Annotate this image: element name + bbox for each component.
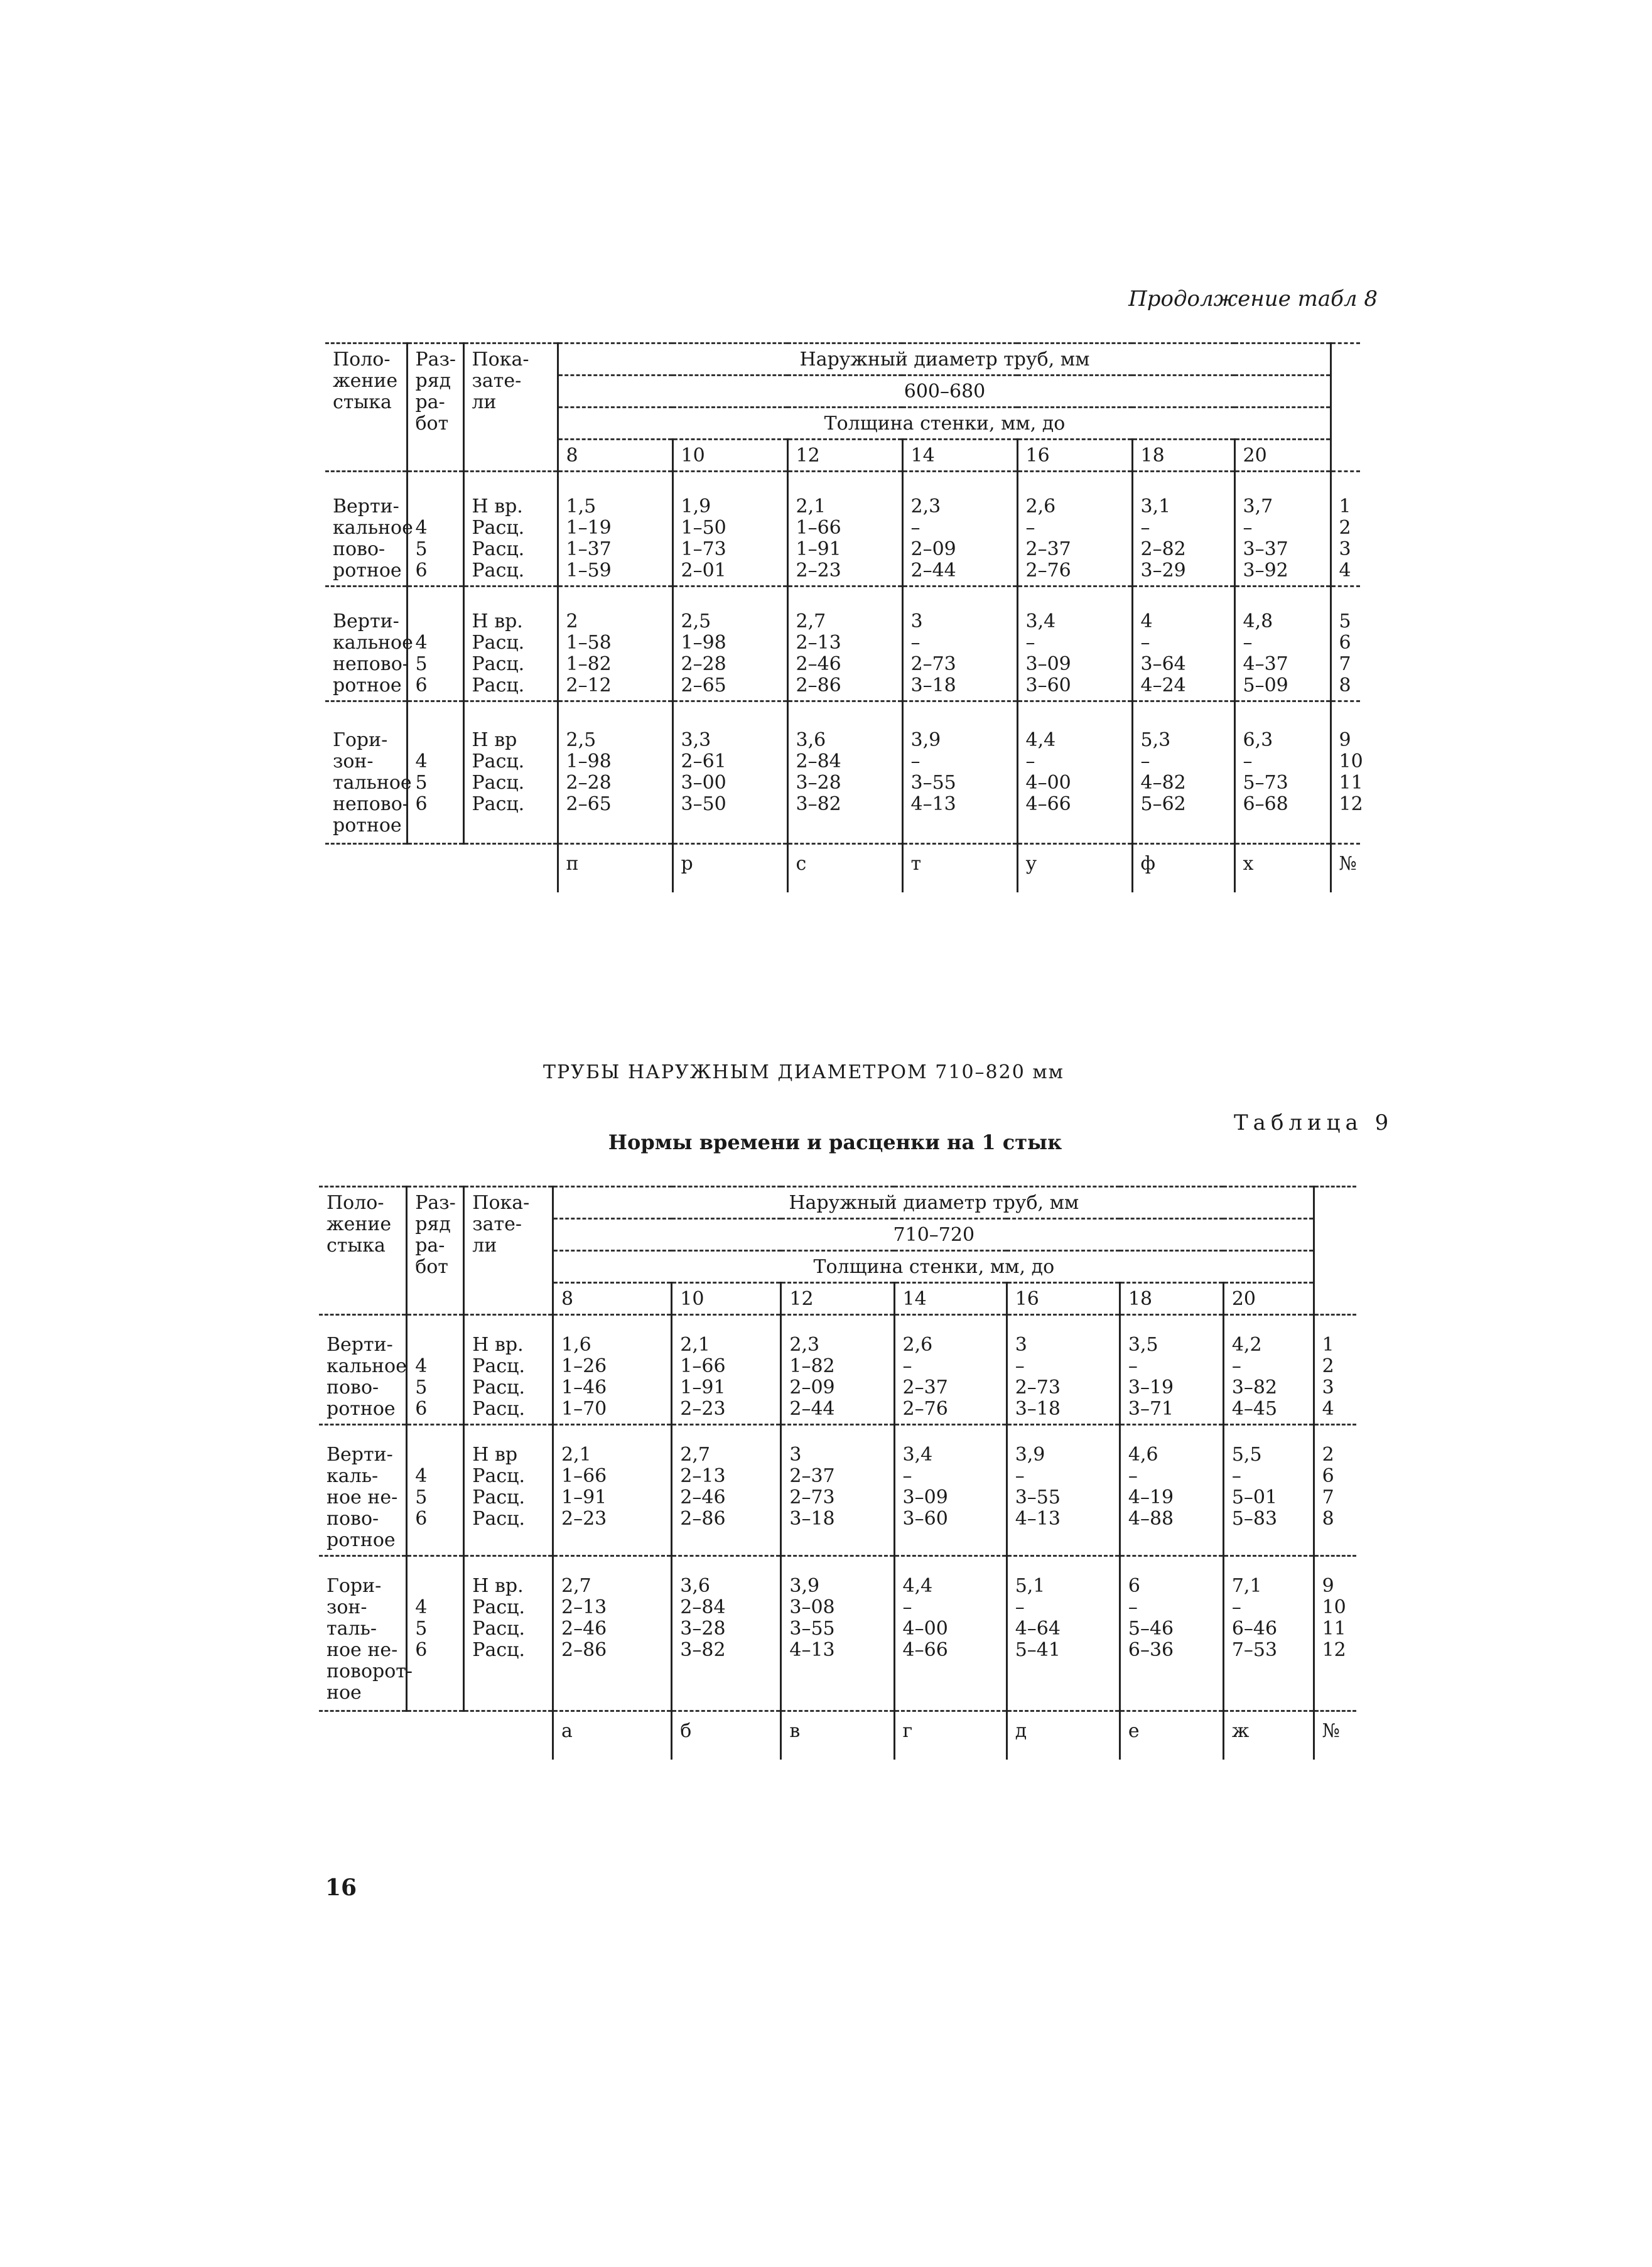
cell: 2,7 2–13 2–46 2–86 [787, 587, 902, 701]
column-code: г [894, 1711, 1007, 1760]
cell: 2,5 1–98 2–28 2–65 [558, 701, 672, 844]
cell: 4,4 – 4–00 4–66 [1017, 701, 1132, 844]
cell: 1,6 1–26 1–46 1–70 [553, 1315, 671, 1425]
cell: 2,1 1–66 1–91 2–23 [672, 1315, 781, 1425]
cell: 2,6 – 2–37 2–76 [1017, 472, 1132, 587]
cell: 6,3 – 5–73 6–68 [1234, 701, 1331, 844]
row-indicators: Н вр. Расц. Расц. Расц. [464, 1556, 553, 1711]
table-subtitle: Нормы времени и расценки на 1 стык [608, 1130, 1062, 1154]
cell: 3,6 2–84 3–28 3–82 [672, 1556, 781, 1711]
cell: 3,4 – 3–09 3–60 [1017, 587, 1132, 701]
row-grade: 4 5 6 [407, 1315, 464, 1425]
cell: 2,3 – 2–09 2–44 [902, 472, 1017, 587]
row-position: Верти- кальное непово- ротное [325, 587, 407, 701]
row-indicators: Н вр Расц. Расц. Расц. [463, 701, 558, 844]
section-title: ТРУБЫ НАРУЖНЫМ ДИАМЕТРОМ 710–820 мм [543, 1061, 1065, 1083]
table-row [325, 701, 1360, 844]
cell: 3,6 2–84 3–28 3–82 [787, 701, 902, 844]
header-wall-thickness: Толщина стенки, мм, до [553, 1251, 1314, 1283]
thickness-20: 20 [1234, 440, 1331, 472]
column-code: е [1120, 1711, 1223, 1760]
column-code: х [1234, 844, 1331, 893]
row-numbers: 9 10 11 12 [1322, 1575, 1346, 1661]
cell: 2,7 2–13 2–46 2–86 [553, 1556, 671, 1711]
page-number: 16 [325, 1875, 357, 1901]
thickness-16: 16 [1017, 440, 1132, 472]
header-diameter-range: 600–680 [558, 376, 1331, 408]
row-indicators: Н вр Расц. Расц. Расц. [464, 1425, 553, 1556]
cell: 2,1 1–66 1–91 2–23 [787, 472, 902, 587]
table-row [325, 472, 1360, 587]
cell: 3,9 – 3–55 4–13 [902, 701, 1017, 844]
column-code: б [672, 1711, 781, 1760]
cell: 4,8 – 4–37 5–09 [1234, 587, 1331, 701]
cell: 5,3 – 4–82 5–62 [1132, 701, 1234, 844]
thickness-20: 20 [1223, 1283, 1314, 1315]
column-code: т [902, 844, 1017, 893]
table-row [319, 1556, 1356, 1711]
cell: 2,3 1–82 2–09 2–44 [781, 1315, 894, 1425]
cell: 3,5 – 3–19 3–71 [1120, 1315, 1223, 1425]
cell: 3 – 2–73 3–18 [902, 587, 1017, 701]
row-position: Верти- кальное пово- ротное [319, 1315, 407, 1425]
cell: 2,5 1–98 2–28 2–65 [672, 587, 787, 701]
thickness-12: 12 [787, 440, 902, 472]
thickness-10: 10 [672, 1283, 781, 1315]
cell: 5,5 – 5–01 5–83 [1223, 1425, 1314, 1556]
column-code-number: № [1339, 853, 1357, 875]
row-position: Верти- каль- ное не- пово- ротное [319, 1425, 407, 1556]
row-grade: 4 5 6 [407, 1425, 464, 1556]
column-code: р [672, 844, 787, 893]
cell: 1,5 1–19 1–37 1–59 [558, 472, 672, 587]
cell: 2 1–58 1–82 2–12 [558, 587, 672, 701]
cell: 3,7 – 3–37 3–92 [1234, 472, 1331, 587]
table-continuation-caption: Продолжение табл 8 [1128, 286, 1378, 311]
cell: 4 – 3–64 4–24 [1132, 587, 1234, 701]
column-code: ф [1132, 844, 1234, 893]
thickness-14: 14 [894, 1283, 1007, 1315]
header-wall-thickness: Толщина стенки, мм, до [558, 408, 1331, 440]
thickness-18: 18 [1132, 440, 1234, 472]
row-numbers: 1 2 3 4 [1322, 1334, 1334, 1420]
cell: 4,4 – 4–00 4–66 [894, 1556, 1007, 1711]
thickness-12: 12 [781, 1283, 894, 1315]
column-code: с [787, 844, 902, 893]
column-code: в [781, 1711, 894, 1760]
cell: 2,1 1–66 1–91 2–23 [553, 1425, 671, 1556]
cell: 3 2–37 2–73 3–18 [781, 1425, 894, 1556]
row-grade: 4 5 6 [407, 701, 463, 844]
cell: 3,3 2–61 3–00 3–50 [672, 701, 787, 844]
row-numbers: 5 6 7 8 [1339, 610, 1351, 696]
cell: 2,7 2–13 2–46 2–86 [672, 1425, 781, 1556]
row-position: Гори- зон- таль- ное не- поворот- ное [319, 1556, 407, 1711]
cell: 4,6 – 4–19 4–88 [1120, 1425, 1223, 1556]
header-grade: Раз- ряд ра- бот [407, 1187, 464, 1315]
cell: 4,2 – 3–82 4–45 [1223, 1315, 1314, 1425]
table-row [325, 587, 1360, 701]
table-row [319, 1315, 1356, 1425]
column-code: а [553, 1711, 671, 1760]
row-grade: 4 5 6 [407, 587, 463, 701]
cell: 3,9 3–08 3–55 4–13 [781, 1556, 894, 1711]
row-indicators: Н вр. Расц. Расц. Расц. [463, 587, 558, 701]
table-label: Таблица 9 [1234, 1110, 1394, 1135]
cell: 3,9 – 3–55 4–13 [1007, 1425, 1120, 1556]
header-diameter: Наружный диаметр труб, мм [558, 344, 1331, 376]
row-indicators: Н вр. Расц. Расц. Расц. [464, 1315, 553, 1425]
thickness-18: 18 [1120, 1283, 1223, 1315]
cell: 2,6 – 2–37 2–76 [894, 1315, 1007, 1425]
header-position: Поло- жение стыка [325, 344, 407, 472]
row-grade: 4 5 6 [407, 1556, 464, 1711]
cell: 1,9 1–50 1–73 2–01 [672, 472, 787, 587]
header-indicators: Пока- зате- ли [464, 1187, 553, 1315]
header-indicators: Пока- зате- ли [463, 344, 558, 472]
cell: 5,1 – 4–64 5–41 [1007, 1556, 1120, 1711]
header-diameter-range: 710–720 [553, 1219, 1314, 1251]
row-position: Верти- кальное пово- ротное [325, 472, 407, 587]
row-numbers: 1 2 3 4 [1339, 495, 1351, 582]
cell: 6 – 5–46 6–36 [1120, 1556, 1223, 1711]
thickness-10: 10 [672, 440, 787, 472]
column-code: у [1017, 844, 1132, 893]
row-numbers: 2 6 7 8 [1322, 1444, 1334, 1530]
row-grade: 4 5 6 [407, 472, 463, 587]
thickness-8: 8 [558, 440, 672, 472]
column-code: ж [1223, 1711, 1314, 1760]
row-position: Гори- зон- тальное непово- ротное [325, 701, 407, 844]
row-numbers: 9 10 11 12 [1339, 729, 1363, 815]
row-indicators: Н вр. Расц. Расц. Расц. [463, 472, 558, 587]
header-diameter: Наружный диаметр труб, мм [553, 1187, 1314, 1219]
norms-table-8 [325, 342, 1363, 892]
column-code-number: № [1322, 1720, 1340, 1742]
header-grade: Раз- ряд ра- бот [407, 344, 463, 472]
column-code: д [1007, 1711, 1120, 1760]
norms-table-9 [319, 1186, 1356, 1760]
column-code: п [558, 844, 672, 893]
thickness-8: 8 [553, 1283, 671, 1315]
cell: 3,1 – 2–82 3–29 [1132, 472, 1234, 587]
cell: 3 – 2–73 3–18 [1007, 1315, 1120, 1425]
cell: 7,1 – 6–46 7–53 [1223, 1556, 1314, 1711]
cell: 3,4 – 3–09 3–60 [894, 1425, 1007, 1556]
header-position: Поло- жение стыка [319, 1187, 407, 1315]
thickness-14: 14 [902, 440, 1017, 472]
thickness-16: 16 [1007, 1283, 1120, 1315]
table-row [319, 1425, 1356, 1556]
